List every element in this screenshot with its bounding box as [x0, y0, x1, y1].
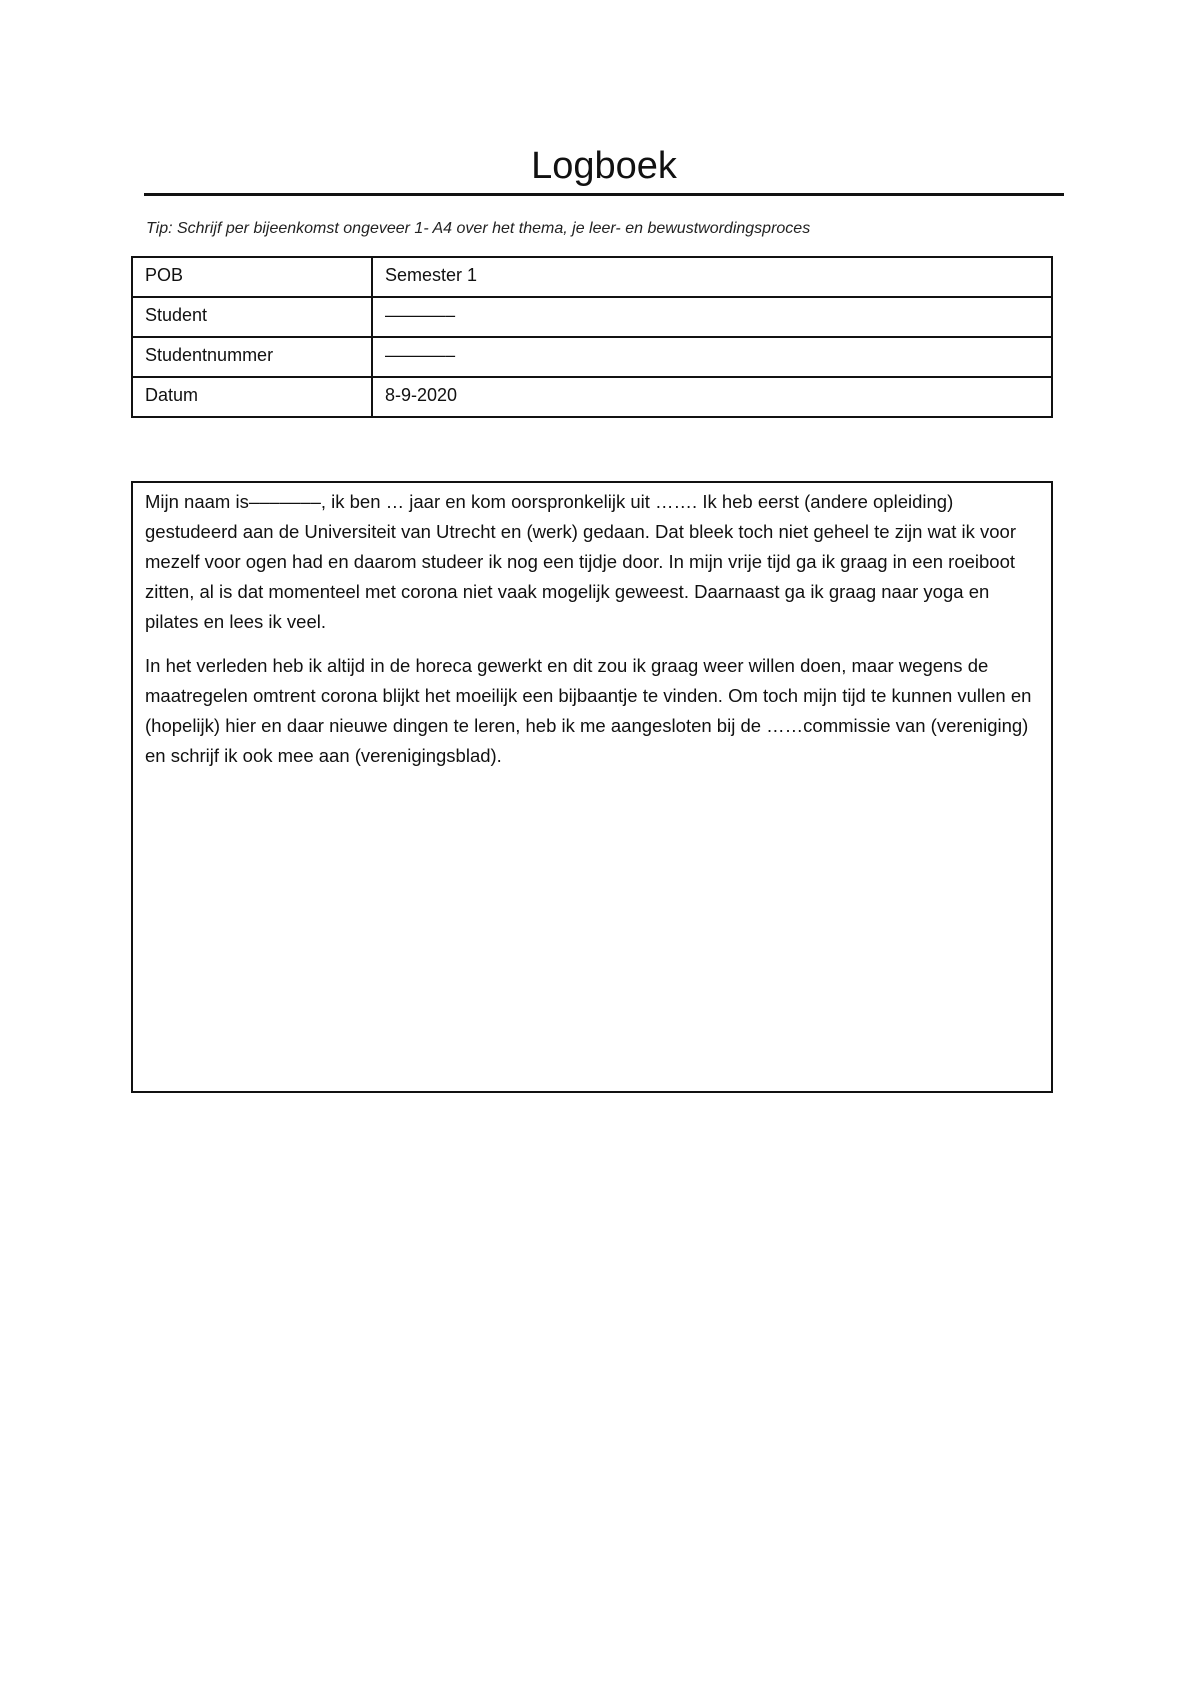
table-row-pob — [132, 257, 1052, 297]
table-row-studentnummer — [132, 337, 1052, 377]
row-label: POB — [132, 257, 372, 297]
row-value: 8-9-2020 — [372, 377, 1052, 417]
info-table — [131, 256, 1053, 418]
log-entry-box — [131, 481, 1053, 1093]
row-value: ––––––– — [372, 337, 1052, 377]
page-title: Logboek — [531, 145, 677, 187]
row-label: Studentnummer — [132, 337, 372, 377]
row-label: Student — [132, 297, 372, 337]
row-label: Datum — [132, 377, 372, 417]
tip-text: Tip: Schrijf per bijeenkomst ongeveer 1- A4 over het thema, je leer- en bewustwordingsproces — [146, 220, 811, 237]
log-paragraph-2: In het verleden heb ik altijd in de horeca gewerkt en dit zou ik graag weer willen doen, maar wegens de maatregelen omtrent corona blijkt het moeilijk een bijbaantje te vinden. Om toch mijn tijd te kunnen vullen en (hopelijk) hier en daar nieuwe dingen te leren, heb ik me aangesloten bij de ……commissie van (vereniging) en schrijf ik ook mee aan (verenigingsblad). — [145, 655, 1032, 766]
title-divider — [144, 193, 1064, 196]
row-value: ––––––– — [372, 297, 1052, 337]
table-row-datum — [132, 377, 1052, 417]
table-row-student — [132, 297, 1052, 337]
row-value: Semester 1 — [372, 257, 1052, 297]
log-paragraph-1: Mijn naam is–––––––, ik ben … jaar en kom oorspronkelijk uit ……. Ik heb eerst (andere opleiding) gestudeerd aan de Universiteit van Utrecht en (werk) gedaan. Dat bleek toch niet geheel te zijn wat ik voor mezelf voor ogen had en daarom studeer ik nog een tijdje door. In mijn vrije tijd ga ik graag in een roeiboot zitten, al is dat momenteel met corona niet vaak mogelijk geweest. Daarnaast ga ik graag naar yoga en pilates en lees ik veel. — [145, 491, 1017, 632]
